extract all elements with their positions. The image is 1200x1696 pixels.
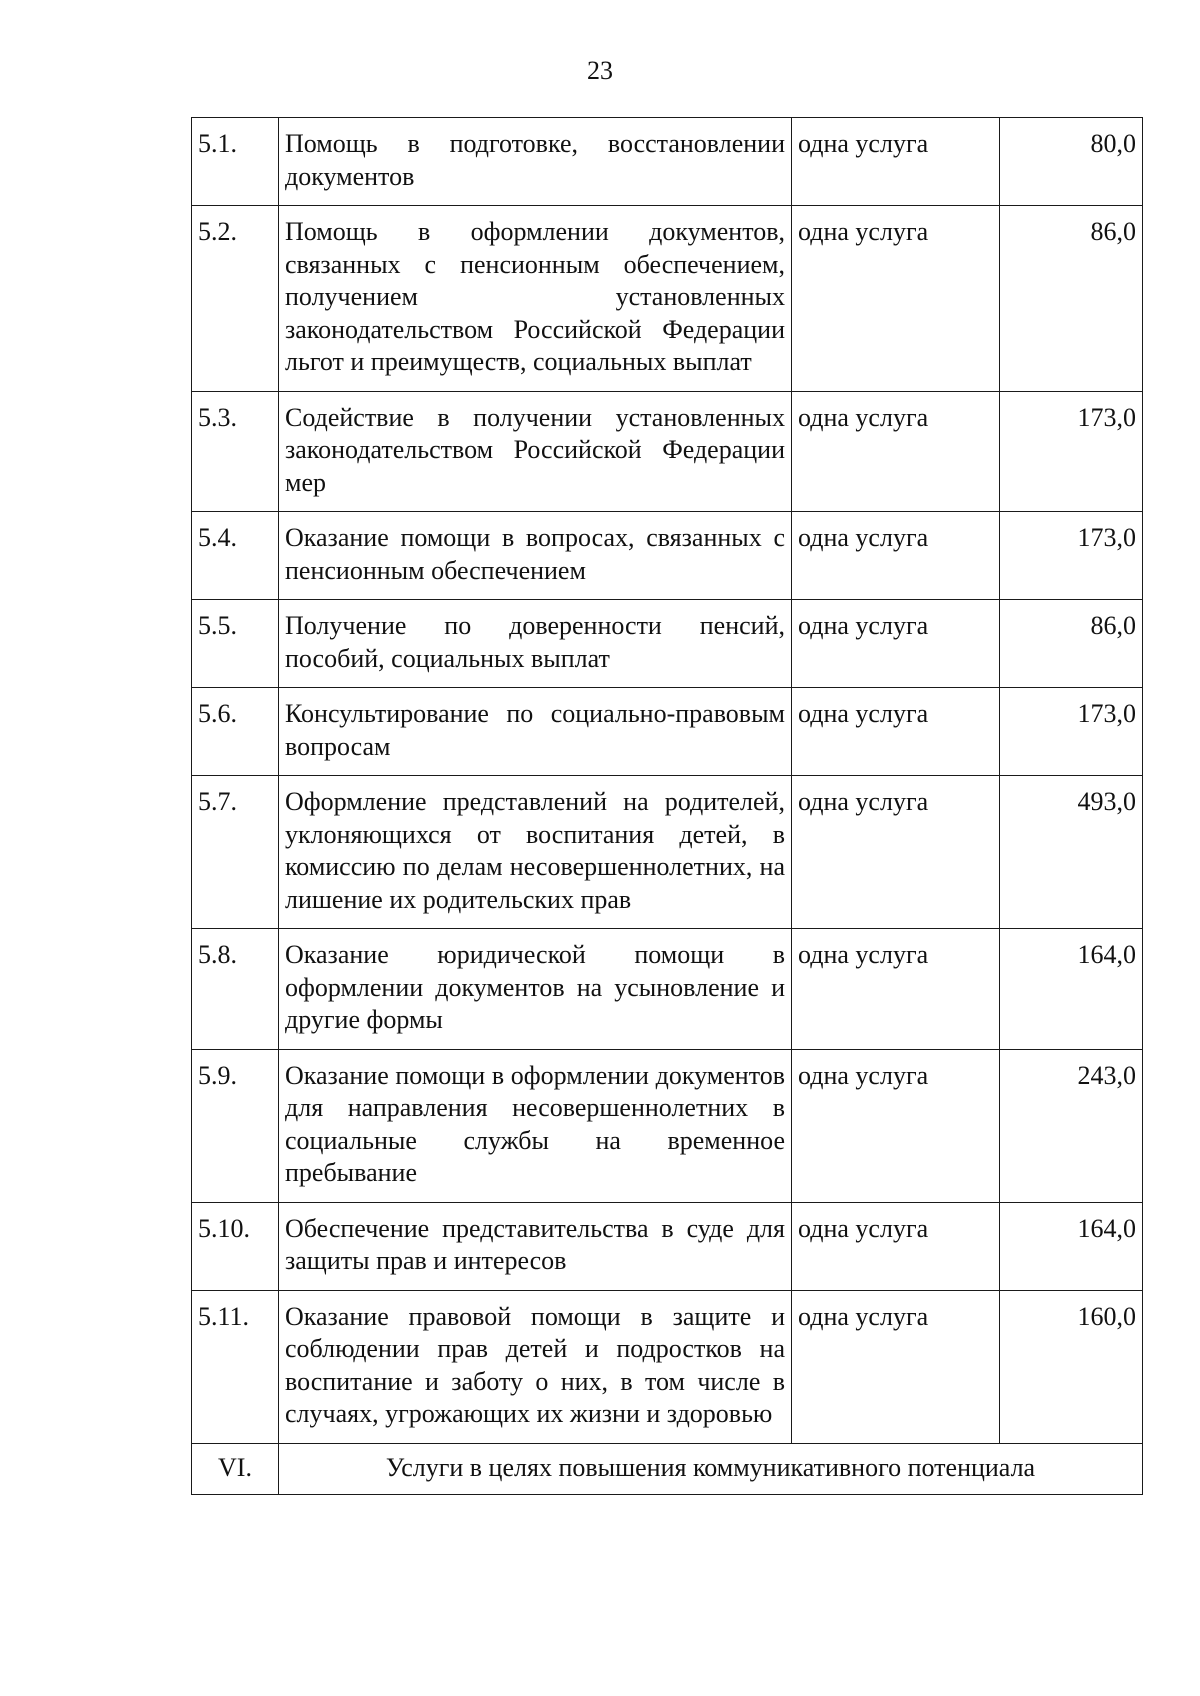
row-number: 5.11. [192,1290,279,1443]
table-row [192,512,1143,600]
service-name: Помощь в оформлении документов, связанных с пенсионным обеспечением, получением установленных законодательством Российской Федерации льгот и преимуществ, социальных выплат [279,206,792,392]
service-name: Помощь в подготовке, восстановлении документов [279,118,792,206]
table-row [192,391,1143,512]
table-row [192,1202,1143,1290]
service-price: 164,0 [1000,1202,1143,1290]
service-price: 164,0 [1000,929,1143,1050]
service-price: 493,0 [1000,776,1143,929]
service-name: Содействие в получении установленных законодательством Российской Федерации мер [279,391,792,512]
service-price: 243,0 [1000,1049,1143,1202]
row-number: 5.7. [192,776,279,929]
row-number: 5.5. [192,600,279,688]
service-price: 86,0 [1000,600,1143,688]
service-price: 173,0 [1000,688,1143,776]
service-name: Обеспечение представительства в суде для защиты прав и интересов [279,1202,792,1290]
table-row [192,1290,1143,1443]
service-price: 80,0 [1000,118,1143,206]
table-row [192,929,1143,1050]
row-number: 5.3. [192,391,279,512]
section-number: VI. [192,1443,279,1495]
service-name: Оказание помощи в оформлении документов для направления несовершеннолетних в социальные службы на временное пребывание [279,1049,792,1202]
service-name: Консультирование по социально-правовым вопросам [279,688,792,776]
service-price: 86,0 [1000,206,1143,392]
service-name: Получение по доверенности пенсий, пособий, социальных выплат [279,600,792,688]
row-number: 5.10. [192,1202,279,1290]
unit-of-measure: одна услуга [792,512,1000,600]
unit-of-measure: одна услуга [792,776,1000,929]
row-number: 5.2. [192,206,279,392]
service-name: Оказание юридической помощи в оформлении документов на усыновление и другие формы [279,929,792,1050]
table-row [192,600,1143,688]
unit-of-measure: одна услуга [792,1049,1000,1202]
table-row [192,206,1143,392]
row-number: 5.8. [192,929,279,1050]
section-title: Услуги в целях повышения коммуникативного потенциала [279,1443,1143,1495]
table-row [192,776,1143,929]
service-price: 173,0 [1000,512,1143,600]
unit-of-measure: одна услуга [792,1290,1000,1443]
services-table [191,117,1143,1495]
row-number: 5.9. [192,1049,279,1202]
row-number: 5.6. [192,688,279,776]
unit-of-measure: одна услуга [792,118,1000,206]
table-row [192,1049,1143,1202]
service-name: Оказание правовой помощи в защите и соблюдении прав детей и подростков на воспитание и заботу о них, в том числе в случаях, угрожающих их жизни и здоровью [279,1290,792,1443]
page-number: 23 [587,56,613,85]
unit-of-measure: одна услуга [792,391,1000,512]
section-header-row [192,1443,1143,1495]
unit-of-measure: одна услуга [792,688,1000,776]
service-price: 160,0 [1000,1290,1143,1443]
row-number: 5.1. [192,118,279,206]
unit-of-measure: одна услуга [792,929,1000,1050]
unit-of-measure: одна услуга [792,1202,1000,1290]
service-price: 173,0 [1000,391,1143,512]
unit-of-measure: одна услуга [792,600,1000,688]
table-row [192,688,1143,776]
row-number: 5.4. [192,512,279,600]
service-name: Оказание помощи в вопросах, связанных с пенсионным обеспечением [279,512,792,600]
unit-of-measure: одна услуга [792,206,1000,392]
table-row [192,118,1143,206]
service-name: Оформление представлений на родителей, уклоняющихся от воспитания детей, в комиссию по делам несовершеннолетних, на лишение их родительских прав [279,776,792,929]
